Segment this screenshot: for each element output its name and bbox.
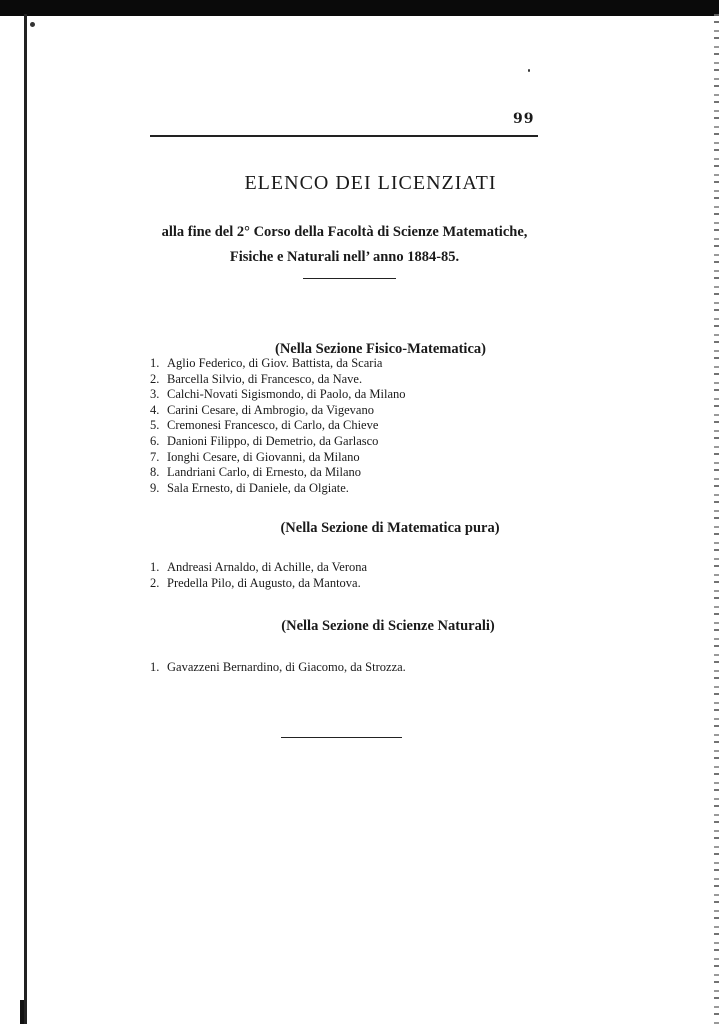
end-divider bbox=[281, 737, 402, 738]
list-item: 4. Carini Cesare, di Ambrogio, da Vigevano bbox=[150, 402, 374, 417]
subtitle-line: alla fine del 2° Corso della Facoltà di Scienze Matematiche, bbox=[161, 224, 528, 240]
entry-list bbox=[150, 560, 367, 591]
list-item: 9. Sala Ernesto, di Daniele, da Olgiate. bbox=[150, 480, 349, 495]
header-rule bbox=[150, 135, 538, 137]
page-title: ELENCO DEI LICENZIATI bbox=[244, 172, 497, 194]
list-item: 2. Barcella Silvio, di Francesco, da Nave. bbox=[150, 371, 363, 386]
entry-list bbox=[150, 660, 406, 676]
list-item: 6. Danioni Filippo, di Demetrio, da Garlasco bbox=[150, 433, 379, 448]
list-item: 5. Cremonesi Francesco, di Carlo, da Chieve bbox=[150, 418, 379, 433]
scan-left-edge-mark bbox=[20, 1000, 24, 1024]
list-item: 1. Andreasi Arnaldo, di Achille, da Verona bbox=[150, 560, 368, 574]
page-number: 99 bbox=[513, 111, 535, 127]
subtitle-line: Fisiche e Naturali nell’ anno 1884-85. bbox=[229, 249, 460, 265]
section-heading: (Nella Sezione di Matematica pura) bbox=[280, 520, 500, 536]
scan-speck bbox=[30, 22, 35, 27]
list-item: 8. Landriani Carlo, di Ernesto, da Milano bbox=[150, 465, 362, 480]
list-item: 7. Ionghi Cesare, di Giovanni, da Milano bbox=[150, 449, 360, 464]
scan-speck bbox=[528, 69, 530, 72]
title-divider bbox=[303, 278, 396, 279]
section-heading: (Nella Sezione Fisico-Matematica) bbox=[275, 341, 486, 357]
list-item: 1. Gavazzeni Bernardino, di Giacomo, da Strozza. bbox=[150, 660, 406, 674]
section-heading: (Nella Sezione di Scienze Naturali) bbox=[281, 618, 495, 634]
scan-left-edge bbox=[24, 14, 27, 1024]
subtitle bbox=[147, 220, 542, 270]
scan-right-edge bbox=[714, 14, 719, 1024]
entry-list bbox=[150, 356, 406, 496]
scan-top-border bbox=[0, 0, 719, 16]
list-item: 1. Aglio Federico, di Giov. Battista, da Scaria bbox=[150, 356, 383, 370]
list-item: 2. Predella Pilo, di Augusto, da Mantova. bbox=[150, 575, 361, 590]
list-item: 3. Calchi-Novati Sigismondo, di Paolo, da Milano bbox=[150, 387, 406, 402]
